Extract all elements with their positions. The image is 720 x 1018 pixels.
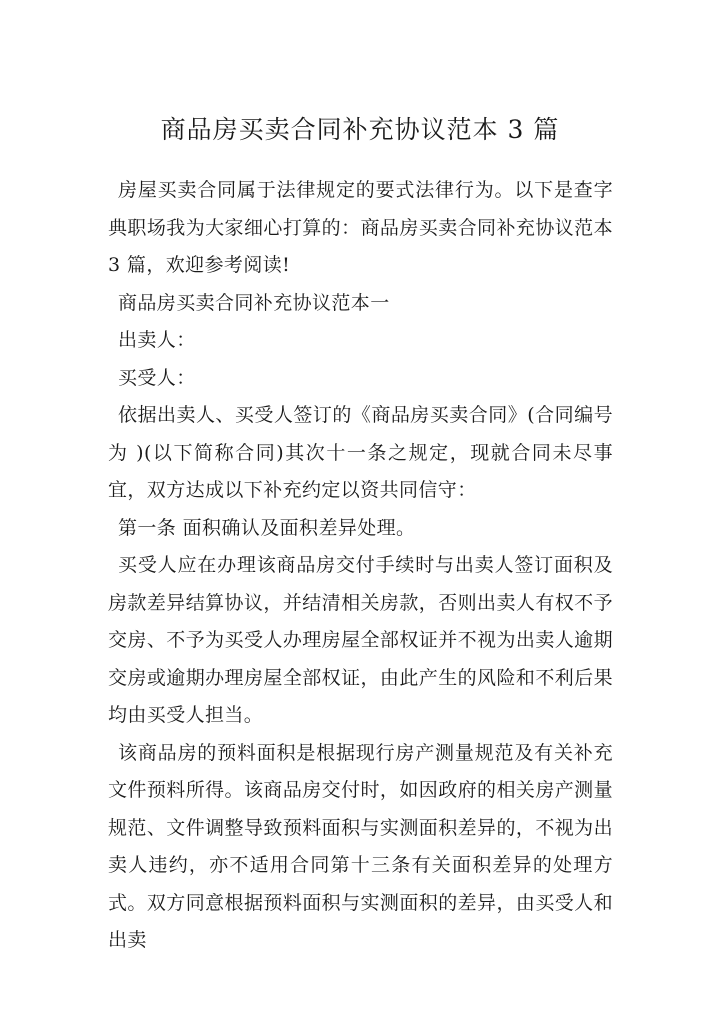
basis-paragraph: 依据出卖人、买受人签订的《商品房买卖合同》(合同编号为 )(以下简称合同)其次十一条之规定，现就合同未尽事宜，双方达成以下补充约定以资共同信守：	[108, 404, 613, 501]
article-one-heading: 第一条 面积确认及面积差异处理。	[118, 516, 416, 539]
intro-paragraph: 房屋买卖合同属于法律规定的要式法律行为。以下是查字典职场我为大家细心打算的：商品房买卖合同补充协议范本 3 篇，欢迎参考阅读!	[108, 179, 613, 276]
article-one-paragraph: 买受人应在办理该商品房交付手续时与出卖人签订面积及房款差异结算协议，并结清相关房款，否则出卖人有权不予交房、不予为买受人办理房屋全部权证并不视为出卖人逾期交房或逾期办理房屋全部权证，由此产生的风险和不利后果均由买受人担当。	[108, 554, 613, 726]
area-difference-paragraph: 该商品房的预料面积是根据现行房产测量规范及有关补充文件预料所得。该商品房交付时，如因政府的相关房产测量规范、文件调整导致预料面积与实测面积差异的，不视为出卖人违约，亦不适用合同第十三条有关面积差异的处理方式。双方同意根据预料面积与实测面积的差异，由买受人和出卖	[108, 741, 613, 951]
buyer-field: 买受人：	[118, 366, 196, 389]
seller-field: 出卖人：	[118, 329, 196, 351]
section-heading: 商品房买卖合同补充协议范本一	[118, 291, 390, 314]
document-title: 商品房买卖合同补充协议范本 3 篇	[160, 115, 560, 144]
document-body	[108, 172, 613, 960]
